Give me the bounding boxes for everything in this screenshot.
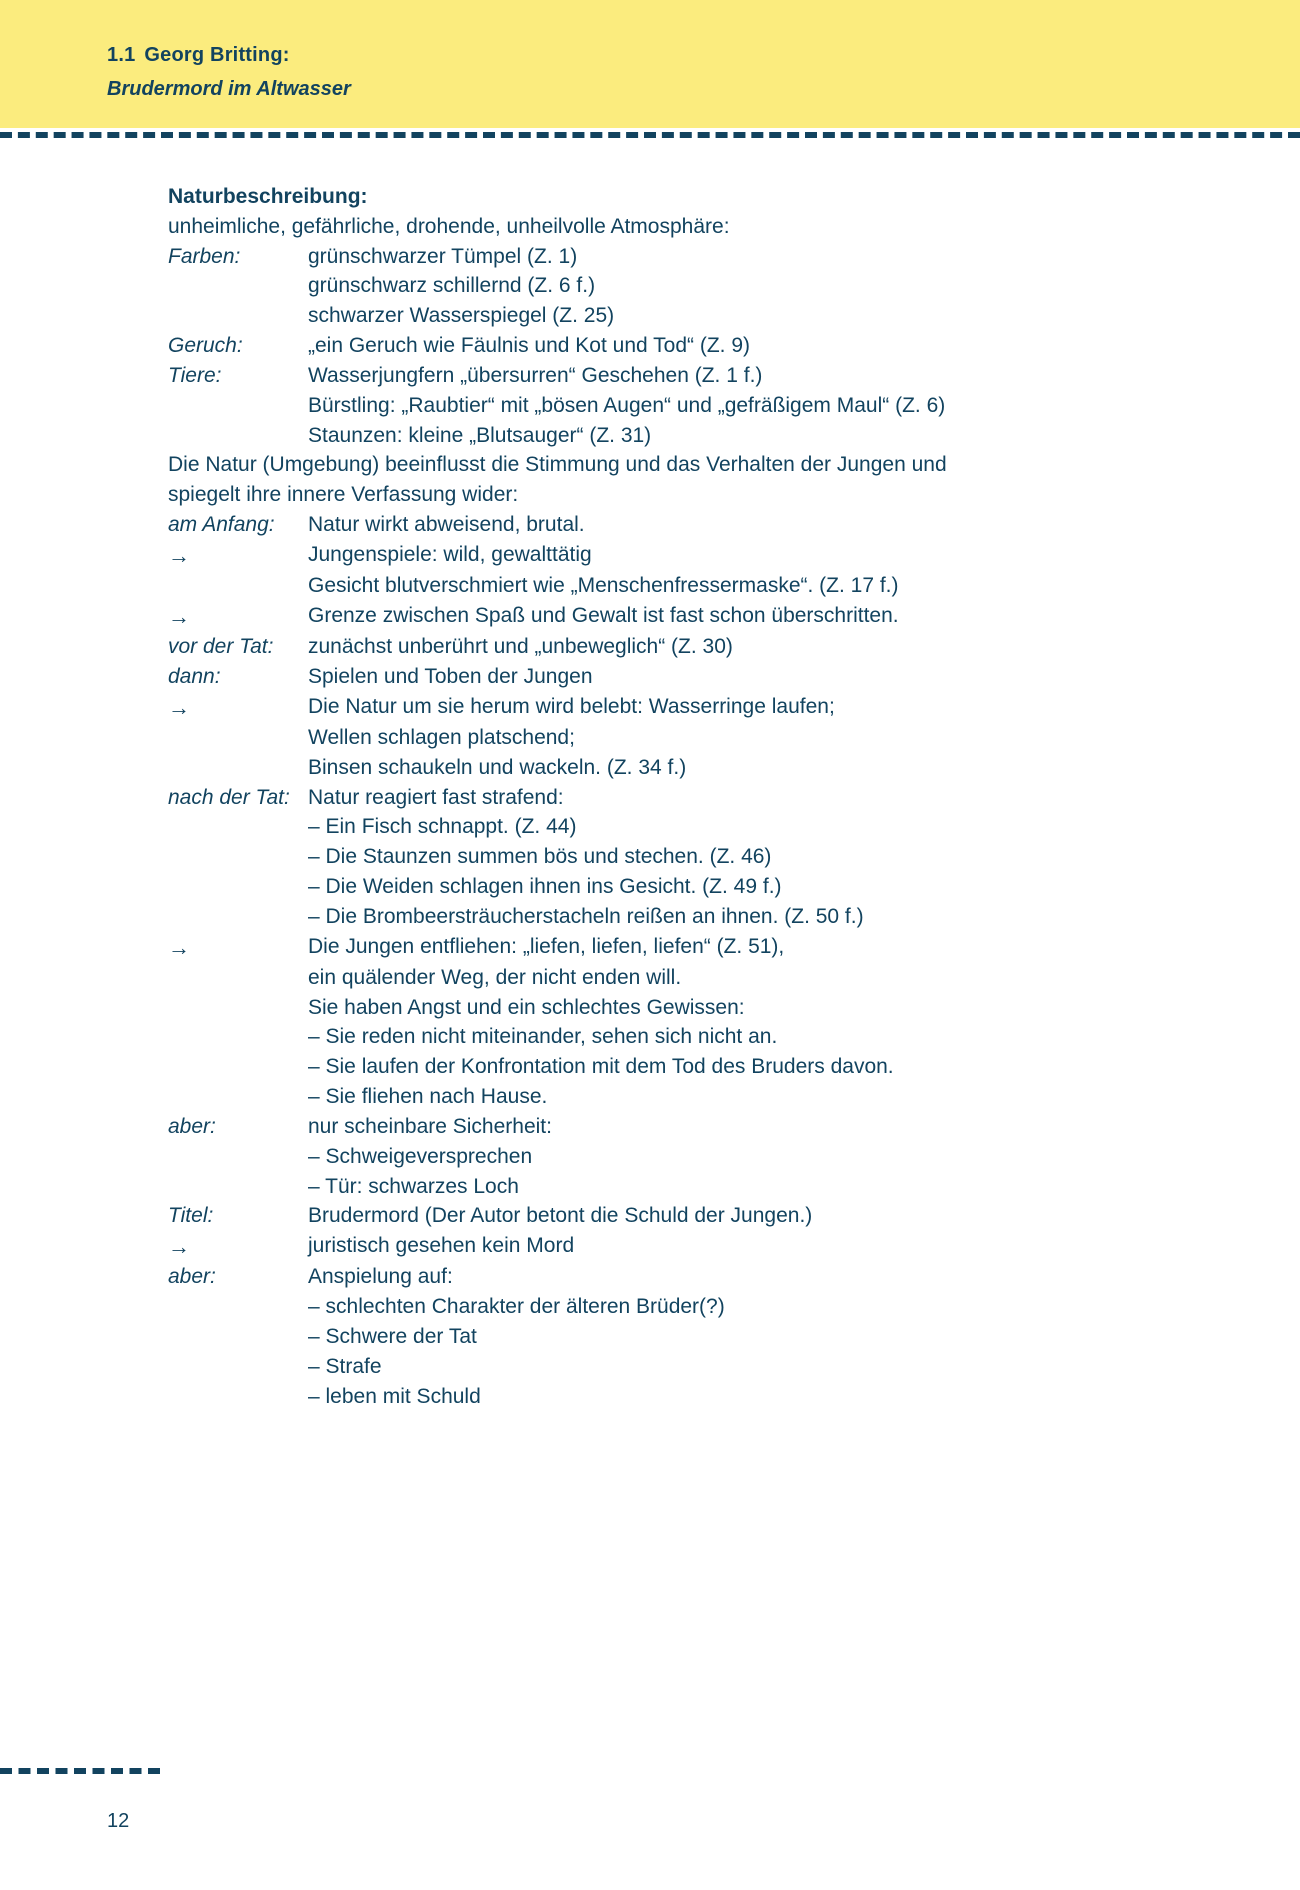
row-value: schwarzer Wasserspiegel (Z. 25) <box>308 304 615 328</box>
row-value: Sie haben Angst und ein schlechtes Gewissen: <box>308 995 745 1019</box>
row-label: aber: <box>168 1114 216 1138</box>
chapter-number: 1.1 <box>107 44 136 66</box>
row-value: – Schweigeversprechen <box>308 1144 533 1168</box>
table-row <box>168 361 1168 391</box>
row-label: nach der Tat: <box>168 785 290 809</box>
content-body <box>168 182 1168 1411</box>
table-row <box>168 932 1168 963</box>
table-row <box>168 1112 1168 1142</box>
row-value: – Sie reden nicht miteinander, sehen sich nicht an. <box>308 1025 778 1049</box>
chapter-heading <box>107 45 351 65</box>
row-label: am Anfang: <box>168 512 275 536</box>
table-row <box>168 1022 1168 1052</box>
table-row <box>168 301 1168 331</box>
table-row <box>168 723 1168 753</box>
row-value: Bürstling: „Raubtier“ mit „bösen Augen“ und „gefräßigem Maul“ (Z. 6) <box>308 393 946 417</box>
paragraph-line: Die Natur (Umgebung) beeinflusst die Stimmung und das Verhalten der Jungen und <box>168 453 947 477</box>
row-value: Die Natur um sie herum wird belebt: Wasserringe laufen; <box>308 694 835 718</box>
row-value: Wellen schlagen platschend; <box>308 725 575 749</box>
row-value: Wasserjungfern „übersurren“ Geschehen (Z. 1 f.) <box>308 363 763 387</box>
row-label: dann: <box>168 664 221 688</box>
section-title: Naturbeschreibung: <box>168 185 368 208</box>
table-row <box>168 1322 1168 1352</box>
table-row <box>168 391 1168 421</box>
row-value: Grenze zwischen Spaß und Gewalt ist fast schon überschritten. <box>308 603 899 627</box>
table-row <box>168 601 1168 632</box>
table-row <box>168 902 1168 932</box>
table-row <box>168 1352 1168 1382</box>
row-value: – Strafe <box>308 1354 382 1378</box>
row-value: Staunzen: kleine „Blutsauger“ (Z. 31) <box>308 423 652 447</box>
chapter-author: Georg Britting: <box>144 44 290 66</box>
row-value: – Schwere der Tat <box>308 1324 477 1348</box>
table-row <box>168 1052 1168 1082</box>
row-value: juristisch gesehen kein Mord <box>308 1234 575 1258</box>
row-value: – Sie fliehen nach Hause. <box>308 1085 548 1109</box>
row-label: Farben: <box>168 244 241 268</box>
row-label: vor der Tat: <box>168 635 274 659</box>
dashed-rule-bottom <box>0 1768 160 1774</box>
table-row <box>168 1142 1168 1172</box>
row-value: Binsen schaukeln und wackeln. (Z. 34 f.) <box>308 755 687 779</box>
table-row <box>168 1082 1168 1112</box>
row-value: ein quälender Weg, der nicht enden will. <box>308 965 682 989</box>
row-value: Brudermord (Der Autor betont die Schuld der Jungen.) <box>308 1204 813 1228</box>
arrow-right-icon: → <box>168 694 190 720</box>
table-row <box>168 662 1168 692</box>
row-value: – Ein Fisch schnappt. (Z. 44) <box>308 815 577 839</box>
table-row <box>168 1172 1168 1202</box>
row-value: Spielen und Toben der Jungen <box>308 664 593 688</box>
table-row <box>168 1231 1168 1262</box>
table-row <box>168 1262 1168 1292</box>
row-value: – Die Brombeersträucherstacheln reißen an ihnen. (Z. 50 f.) <box>308 904 864 928</box>
summary-paragraph <box>168 450 1168 510</box>
table-row <box>168 993 1168 1023</box>
row-value: grünschwarz schillernd (Z. 6 f.) <box>308 274 596 298</box>
table-row <box>168 1382 1168 1412</box>
row-value: Gesicht blutverschmiert wie „Menschenfressermaske“. (Z. 17 f.) <box>308 573 899 597</box>
paragraph-line: spiegelt ihre innere Verfassung wider: <box>168 483 519 507</box>
row-value: – Die Staunzen summen bös und stechen. (Z. 46) <box>308 845 772 869</box>
table-row <box>168 692 1168 723</box>
row-label: aber: <box>168 1265 216 1289</box>
row-value: Die Jungen entfliehen: „liefen, liefen, liefen“ (Z. 51), <box>308 934 785 958</box>
table-row <box>168 753 1168 783</box>
row-value: Natur wirkt abweisend, brutal. <box>308 512 585 536</box>
table-row <box>168 421 1168 451</box>
table-row <box>168 1292 1168 1322</box>
table-row <box>168 571 1168 601</box>
table-row <box>168 510 1168 540</box>
row-value: – Die Weiden schlagen ihnen ins Gesicht. (Z. 49 f.) <box>308 874 782 898</box>
row-value: – Sie laufen der Konfrontation mit dem Tod des Bruders davon. <box>308 1055 894 1079</box>
row-value: Jungenspiele: wild, gewalttätig <box>308 542 592 566</box>
header-text-block <box>107 45 351 99</box>
arrow-right-icon: → <box>168 1234 190 1260</box>
header-band <box>0 0 1300 128</box>
arrow-right-icon: → <box>168 542 190 568</box>
nature-attribute-rows <box>168 242 1168 451</box>
work-title: Brudermord im Altwasser <box>107 78 351 100</box>
table-row <box>168 242 1168 272</box>
intro-line: unheimliche, gefährliche, drohende, unheilvolle Atmosphäre: <box>168 214 730 238</box>
row-label: Titel: <box>168 1204 214 1228</box>
table-row <box>168 632 1168 662</box>
row-value: Natur reagiert fast strafend: <box>308 785 564 809</box>
row-value: nur scheinbare Sicherheit: <box>308 1114 552 1138</box>
table-row <box>168 783 1168 813</box>
table-row <box>168 842 1168 872</box>
table-row <box>168 812 1168 842</box>
row-value: – schlechten Charakter der älteren Brüder(?) <box>308 1295 725 1319</box>
row-value: zunächst unberührt und „unbeweglich“ (Z. 30) <box>308 635 733 659</box>
analysis-rows <box>168 510 1168 1411</box>
row-value: grünschwarzer Tümpel (Z. 1) <box>308 244 578 268</box>
table-row <box>168 872 1168 902</box>
row-value: – Tür: schwarzes Loch <box>308 1174 519 1198</box>
table-row <box>168 963 1168 993</box>
row-value: – leben mit Schuld <box>308 1384 481 1408</box>
row-value: Anspielung auf: <box>308 1265 453 1289</box>
row-label: Geruch: <box>168 334 243 358</box>
table-row <box>168 271 1168 301</box>
page-number: 12 <box>107 1810 130 1832</box>
row-label: Tiere: <box>168 363 222 387</box>
arrow-right-icon: → <box>168 603 190 629</box>
arrow-right-icon: → <box>168 934 190 960</box>
dashed-rule-top <box>0 132 1300 138</box>
table-row <box>168 1201 1168 1231</box>
table-row <box>168 540 1168 571</box>
row-value: „ein Geruch wie Fäulnis und Kot und Tod“ (Z. 9) <box>308 334 750 358</box>
table-row <box>168 331 1168 361</box>
